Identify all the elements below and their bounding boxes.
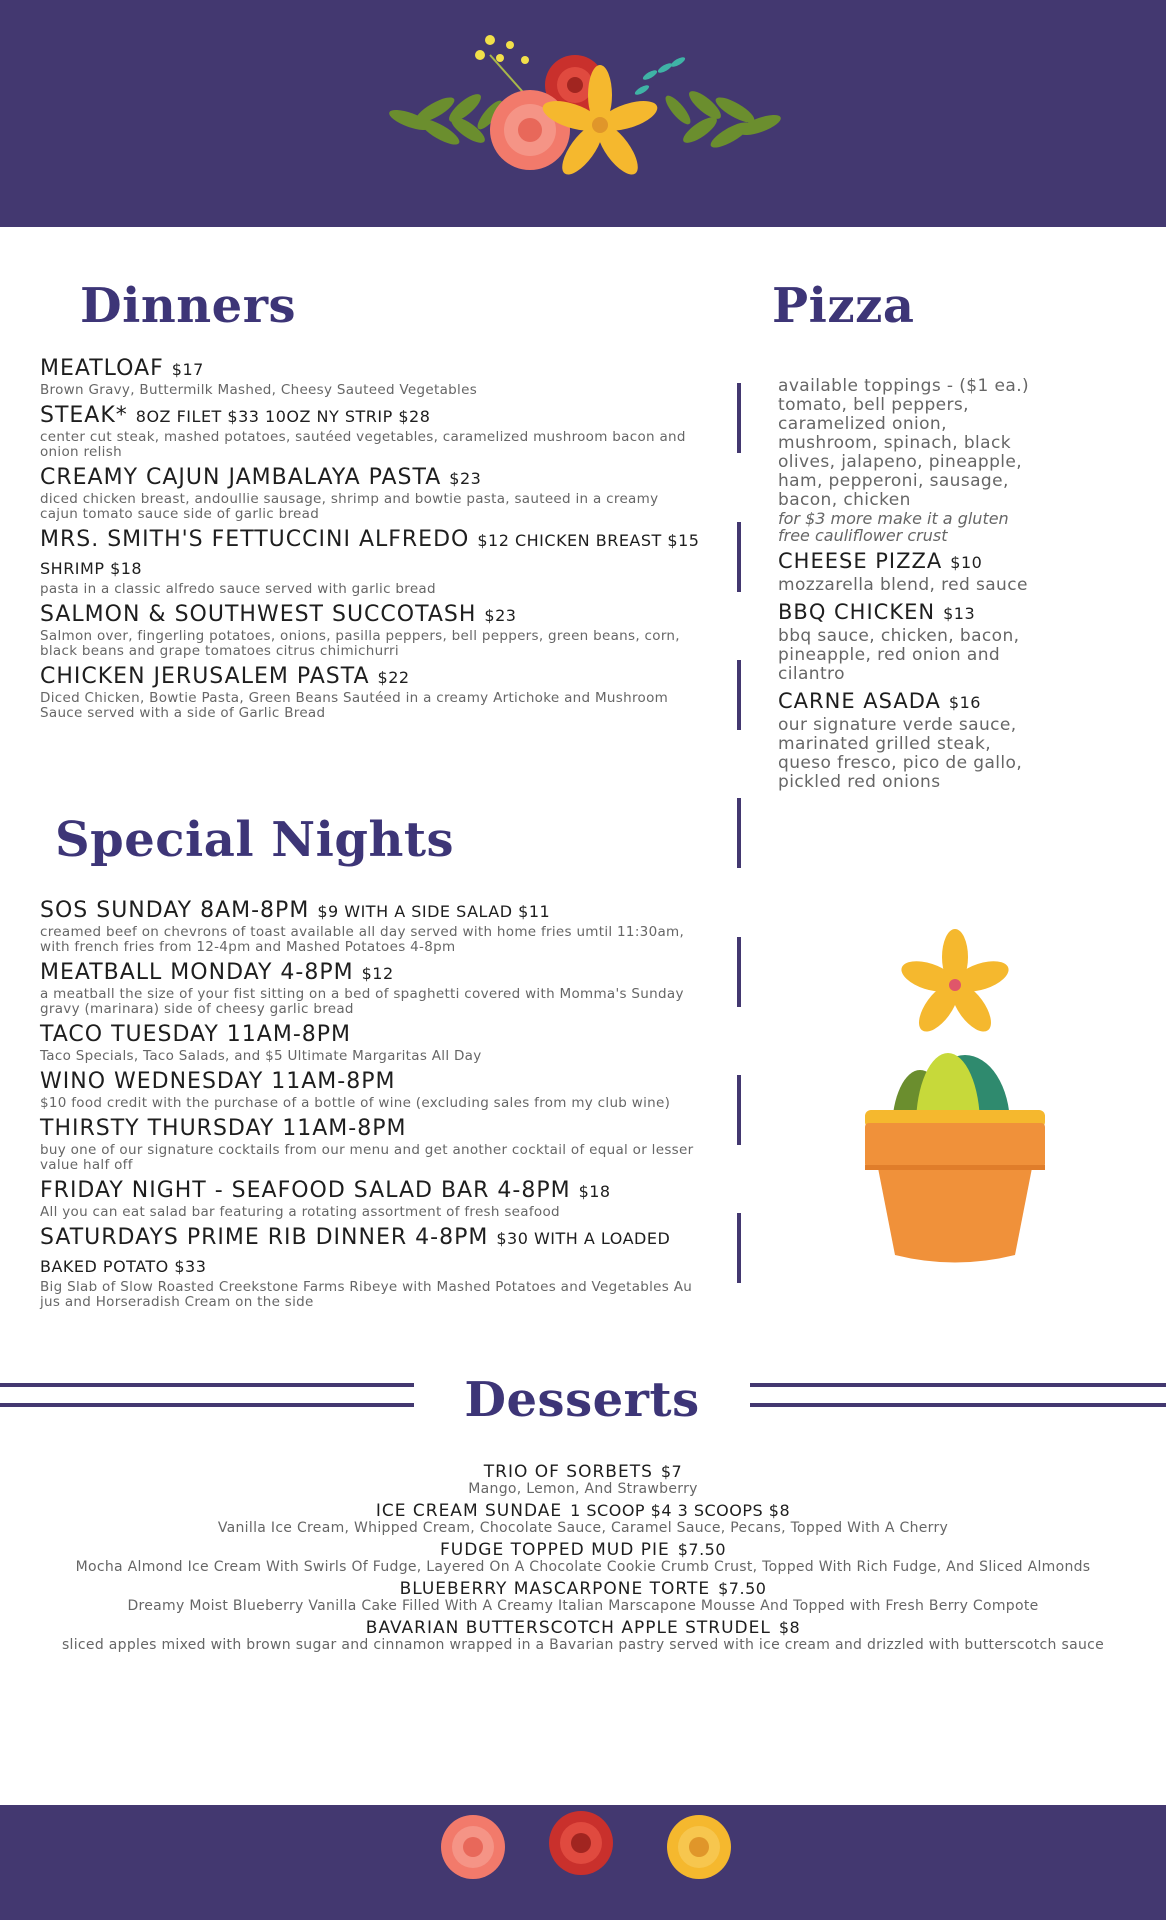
dinners-list [40,355,700,725]
list-item [778,548,1033,595]
list-item [40,959,700,1017]
item-name: FUDGE TOPPED MUD PIE [439,1540,670,1560]
item-price: $17 [171,360,204,379]
divider-line [0,1383,414,1387]
item-price: $7 [660,1462,683,1481]
list-item [40,601,700,659]
item-desc: buy one of our signature cocktails from our menu and get another cocktail of equal or lesser value half off [40,1142,694,1173]
pizza-list [778,377,1033,796]
list-item [60,1618,1106,1653]
list-item [40,1021,700,1064]
item-name: MEATLOAF [40,356,164,381]
list-item [778,688,1033,792]
item-name: STEAK* [40,403,128,428]
item-desc: bbq sauce, chicken, bacon, pineapple, red onion and cilantro [778,626,1020,684]
list-item [40,402,700,460]
item-desc: All you can eat salad bar featuring a rotating assortment of fresh seafood [40,1204,560,1220]
item-desc: our signature verde sauce, marinated grilled steak, queso fresco, pico de gallo, pickled red onions [778,715,1023,792]
item-desc: sliced apples mixed with brown sugar and cinnamon wrapped in a Bavarian pastry served with ice cream and drizzled with butterscotch sauce [61,1637,1105,1653]
item-price: $7.50 [677,1540,727,1559]
list-item [60,1579,1106,1614]
item-name: MRS. SMITH'S FETTUCCINI ALFREDO [40,527,470,552]
item-name: TRIO OF SORBETS [483,1462,653,1482]
potted-cactus-icon [860,925,1050,1265]
divider-segment [737,383,741,453]
item-price: $23 [484,606,517,625]
item-price: $23 [449,469,482,488]
item-name: CARNE ASADA [778,689,941,713]
item-price: $8 [778,1618,801,1637]
item-name: BAVARIAN BUTTERSCOTCH APPLE STRUDEL [365,1618,771,1638]
item-name: ICE CREAM SUNDAE [375,1501,563,1521]
desserts-title: Desserts [464,1372,700,1428]
item-desc: Salmon over, fingerling potatoes, onions, pasilla peppers, bell peppers, green beans, corn, black beans and grape tomatoes citrus chimichurri [40,628,680,659]
item-price: $18 [578,1182,611,1201]
item-desc: pasta in a classic alfredo sauce served with garlic bread [40,581,436,597]
divider-segment [737,522,741,592]
special-nights-list [40,897,700,1314]
list-item [40,1068,700,1111]
item-price: $13 [943,604,976,623]
divider-segment [737,1213,741,1283]
item-desc: Mango, Lemon, And Strawberry [468,1481,698,1497]
divider-segment [737,1075,741,1145]
list-item [40,897,700,955]
divider-line [0,1403,414,1407]
divider-line [750,1383,1166,1387]
item-desc: a meatball the size of your fist sitting on a bed of spaghetti covered with Momma's Sunday gravy (marinara) side of cheesy garlic bread [40,986,684,1017]
item-name: CREAMY CAJUN JAMBALAYA PASTA [40,465,442,490]
item-name: SALMON & SOUTHWEST SUCCOTASH [40,602,477,627]
desserts-list [60,1462,1106,1657]
divider-segment [737,937,741,1007]
item-price: $10 [950,553,983,572]
list-item [40,464,700,522]
item-desc: Taco Specials, Taco Salads, and $5 Ultimate Margaritas All Day [40,1048,482,1064]
item-price: 8OZ FILET $33 10OZ NY STRIP $28 [135,407,431,426]
item-name: MEATBALL MONDAY 4-8PM [40,960,354,985]
item-price: $22 [377,668,410,687]
item-desc: Vanilla Ice Cream, Whipped Cream, Chocolate Sauce, Caramel Sauce, Pecans, Topped With A Cherry [217,1520,949,1536]
yellow-flower-icon [664,1812,734,1882]
special-nights-title: Special Nights [55,812,455,868]
divider-segment [737,660,741,730]
list-item [40,1115,700,1173]
pizza-toppings: available toppings - ($1 ea.) tomato, bell peppers, caramelized onion, mushroom, spinach, black olives, jalapeno, pineapple, ham, pepperoni, sausage, bacon, chicken [778,376,1030,510]
item-name: CHEESE PIZZA [778,549,943,573]
red-flower-icon [546,1808,616,1878]
item-price: $9 WITH A SIDE SALAD $11 [317,902,551,921]
item-desc: diced chicken breast, andoullie sausage, shrimp and bowtie pasta, sauteed in a creamy cajun tomato sauce side of garlic bread [40,491,659,522]
dinners-title: Dinners [80,278,297,334]
pizza-title: Pizza [772,278,915,334]
list-item [60,1462,1106,1497]
item-desc: center cut steak, mashed potatoes, sautéed vegetables, caramelized mushroom bacon and onion relish [40,429,686,460]
flower-bouquet-icon [380,30,790,195]
item-name: SATURDAYS PRIME RIB DINNER 4-8PM [40,1225,489,1250]
item-name: CHICKEN JERUSALEM PASTA [40,664,370,689]
item-desc: Diced Chicken, Bowtie Pasta, Green Beans Sautéed in a creamy Artichoke and Mushroom Sauce served with a side of Garlic Bread [40,690,669,721]
item-price: $12 [361,964,394,983]
item-desc: Brown Gravy, Buttermilk Mashed, Cheesy Sauteed Vegetables [40,382,478,398]
item-name: SOS SUNDAY 8AM-8PM [40,898,310,923]
item-price: $7.50 [718,1579,767,1598]
list-item [778,599,1033,684]
list-item [60,1540,1106,1575]
item-desc: Dreamy Moist Blueberry Vanilla Cake Filled With A Creamy Italian Marscapone Mousse And Topped with Fresh Berry Compote [127,1598,1039,1614]
item-price: $30 WITH A LOADED BAKED POTATO $33 [40,1229,671,1276]
pink-flower-icon [438,1812,508,1882]
list-item [40,355,700,398]
list-item [40,526,700,597]
item-desc: mozzarella blend, red sauce [778,575,1028,595]
item-desc: Big Slab of Slow Roasted Creekstone Farms Ribeye with Mashed Potatoes and Vegetables Au jus and Horseradish Cream on the side [40,1279,693,1310]
item-name: THIRSTY THURSDAY 11AM-8PM [40,1116,407,1141]
item-name: BBQ CHICKEN [778,600,936,624]
list-item [40,663,700,721]
pizza-gluten-free-note: for $3 more make it a gluten free cauliflower crust [778,509,1009,545]
item-price: 1 SCOOP $4 3 SCOOPS $8 [570,1501,791,1520]
divider-segment [737,798,741,868]
item-price: $12 CHICKEN BREAST $15 SHRIMP $18 [40,531,700,578]
item-price: $16 [948,693,981,712]
item-name: FRIDAY NIGHT - SEAFOOD SALAD BAR 4-8PM [40,1178,571,1203]
item-name: TACO TUESDAY 11AM-8PM [40,1022,352,1047]
item-desc: $10 food credit with the purchase of a bottle of wine (excluding sales from my club wine) [40,1095,671,1111]
divider-line [750,1403,1166,1407]
list-item [40,1224,700,1310]
list-item [60,1501,1106,1536]
list-item [40,1177,700,1220]
item-name: BLUEBERRY MASCARPONE TORTE [399,1579,711,1599]
item-name: WINO WEDNESDAY 11AM-8PM [40,1069,396,1094]
item-desc: creamed beef on chevrons of toast available all day served with home fries umtil 11:30am, with french fries from 12-4pm and Mashed Potatoes 4-8pm [40,924,685,955]
item-desc: Mocha Almond Ice Cream With Swirls Of Fudge, Layered On A Chocolate Cookie Crumb Crust, Topped With Rich Fudge, And Sliced Almonds [75,1559,1091,1575]
